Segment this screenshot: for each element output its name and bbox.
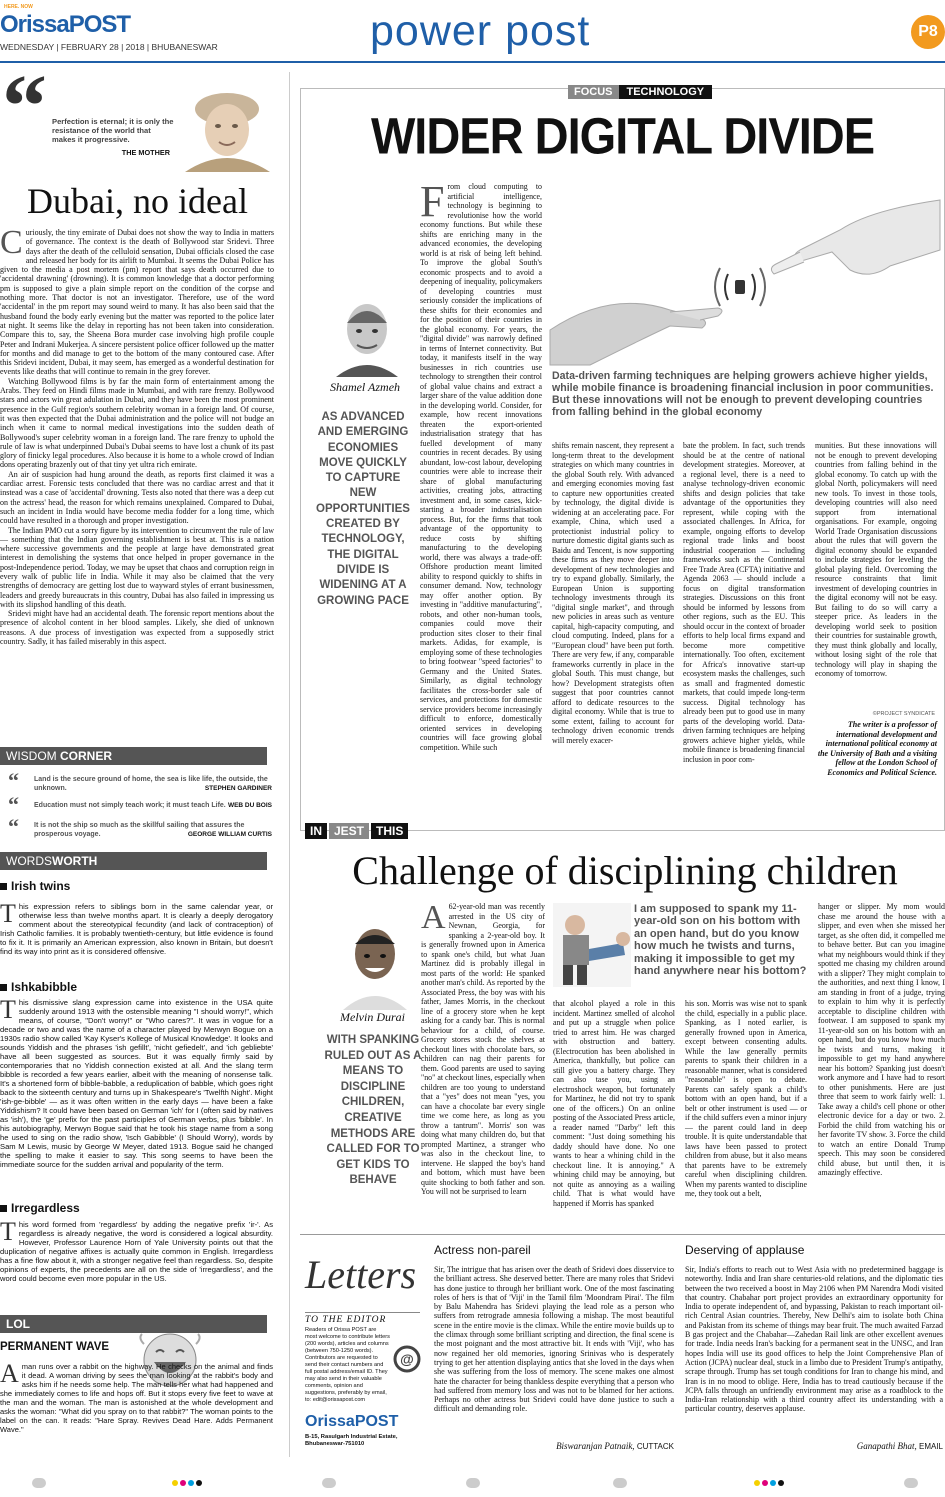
focus-author: Shamel Azmeh (329, 380, 401, 394)
masthead-logo: OrissaPOST (0, 11, 131, 38)
lol-text: A man runs over a rabbit on the highway. He checks on the animal and finds it dead. A woman driving by sees the man looking at the rabbit's body and asks him if he needs some help. The man tells her what had happened and she immediately comes to life and hops off. But it stops every five feet to wave at the man and the woman. The man is astonished at the whole development and asks the woman: "What did you spray on to that rabbit?" The woman points to the label on the can. It reads: "Hare Spray. Revives Dead Hare. Adds Permanent Wave." (0, 1359, 273, 1434)
editorial-paragraph: Watching Bollywood films is by far the main form of entertainment among the Arabs. They feed on Hindi films made in Mumbai, and with rare frenzy. Bollywood stars and actors win great adulation in Dubai, and they have been the most prominent presence in the Gulf region's southern celebrity woman in a foreign land. Of course, it was then expected that the Dubai administration and the police will not budge an inch when it came to normal medical investigations into the sudden death of Bollywood's super celebrity woman in a foreign land. The rare frenzy to uphold the rule of law is what underpinned Dubai's Dubai seems to have lost a chunk of its past glory of finicky legal procedures. Also because it is home to a whole crowd of Indian dons operating brazenly out of that tiny yet ultra rich emirate. (0, 376, 274, 470)
letters-title (305, 1250, 425, 1300)
masthead-logo-small: HERE. NOW (4, 4, 33, 10)
registration-marks (0, 1472, 945, 1497)
editorial-paragraph: uriously, the tiny emirate of Dubai does not show the way to India in matters of governance. The context is the death of Bollywood star Sridevi. Three days after the death of the celluloid sensation, Dubai officials closed the case and released her body for its airlift to Mumbai. It seems the Dubai Police has given to the media a post mortem (pm) report that says death occurred due to 'accidental drawning' (drowning). It is common knowledge that a doctor performing pm is supposed to give a plain simple report on the condition of the corpse and nothing more. That doctor is not an investigator. Therefore, use of the word 'accidental' in the pm report may sound weird to many. It has also been said that the husband found the body early evening but the matter was reported to the police later at night. It seems like the delay in reporting has not been taken into consideration. Compare this to, say, the Sheena Bora murder case involving high profile couple Peter and Indrani Mukerjea. A sincere persistent police officer followed up the matter for months and did manage to get to the bottom of the many contoured case. After this Sridevi incident, Dubai, it may seem, has emerged as a wonderful destination for events like deaths that will continue to remain in the grey forever. (0, 228, 274, 377)
square-bullet-icon (0, 1205, 7, 1212)
svg-text:@: @ (400, 1351, 414, 1367)
wisdom-author: WEB DU BOIS (227, 802, 272, 809)
jest-author-photo (335, 918, 415, 1010)
letters-subtitle: TO THE EDITOR (305, 1312, 420, 1325)
word-definition-text: his dismissive slang expression came into existence in the USA quite suddenly around 1913 with the ostensible meaning "I should worry!", which means, of course, "Don't worry!" or "Who cares?". It was in vogue for a decade or two and was the name of a character played by Merwyn Bogue on a 1930s radio show called 'Kay Kyser's Kollege of Musical Knowledge'. It looks and sounds Yiddish and the phrases 'ish gefillt', 'nicht gefiedelt', and 'ich gebliebte' have all been suggested as sources. But it was equally firmly said by contemporaries that no Yiddish connection existed at all. And the slang term bibble is recorded a few years earlier, albeit with the meaning of nonsense talk. It's a shortened form of bibble-babble, a reduplication of babble, which goes right back to the sixteenth century and turns up in Shakespeare's 'Twelfth Night'. Might 'ish-ge-bibble' — as it was often written in the early days — have been a fake Yiddishism? It could have been based on German 'ich' for I (often said by natives as 'ish'), the 'ge' prefix for the past participles of German verbs, plus 'bibble'. In his autobiography, Merwyn Bogue said that he took his stage name from a song he used to sing on the radio show, 'Isch Gabibble' (I Should Worry), words by Sam M Lewis, music by George W Meyer, dated 1913. Bogue said he changed the spelling to make it easier to say. This song seems to have been the immediate source for the sudden arrival and popularity of the term. (0, 998, 273, 1169)
focus-tag (568, 86, 712, 102)
jest-pullquote: WITH SPANKING RULED OUT AS A MEANS TO DISCIPLINE CHILDREN, CREATIVE METHODS ARE CALLED FOR TO GET KIDS TO BEHAVE (324, 1034, 422, 1187)
focus-credit: ©PROJECT SYNDICATE (872, 711, 935, 717)
focus-tag-b: TECHNOLOGY (619, 85, 713, 99)
wisdom-text: It is not the ship so much as the skillful sailing that assures the prosperous voyage. (34, 822, 245, 838)
letter-2-signature (685, 1441, 943, 1451)
letter-1-place: CUTTACK (636, 1442, 674, 1451)
words-heading-a: WORDS (6, 854, 52, 868)
editorial-paragraph: An air of suspicion had hung around the death, as reports first claimed it was a cardiac arrest. Forensic tests concluded that there was no cardiac arrest and that it instead was a case of 'accidental' drowning. Tests also noted that there was a deep cut on the actress' head, the reason for which remains unexplained. Compared to Dubai, such an incident in India would have become media fodder for a long time, which could have resulted in a thorough and proper investigation. (0, 469, 274, 526)
word-term (0, 879, 70, 893)
word-term-label: Ishkabibble (11, 980, 78, 994)
wisdom-text: Land is the secure ground of home, the sea is like life, the outside, the unknown. (34, 776, 268, 792)
word-term-label: Irish twins (11, 879, 71, 893)
jest-headline: Challenge of disciplining children (352, 848, 898, 893)
author-photo (328, 295, 406, 377)
registration-dot-icon (322, 1478, 336, 1488)
wisdom-list (0, 768, 275, 842)
top-quote-author: THE MOTHER (121, 148, 170, 157)
focus-tag-a: FOCUS (568, 85, 619, 99)
registration-dot-icon (754, 1480, 760, 1486)
focus-col-1-text: rom cloud computing to artificial intelligence, technology is beginning to revolutionise how the world economy functions. But while these shifts are enriching many in the advanced economies, the developing world is at risk of being left behind. To improve the global South's economic prospects and to avoid a deepening of inequality, policymakers of developing countries must seriously consider the implications of these shifts for their economies and for the position of their countries in the global economy. For years, the "digital divide" was narrowly defined in terms of Internet connectivity. But today, it manifests itself in the way businesses in rich countries use technology to strengthen their control of global value chains and extract a larger share of the value addition done in the developing world. Consider, for example, how recent innovations threaten the export-oriented industrialisation strategy that has fuelled development of many countries in recent decades. By using abundant, low-cost labour, developing countries were able to increase their share of global manufacturing activities, creating jobs, attracting investment and, in some cases, kick-starting a broader industrialisation process. But, for the firms that took advantage of the opportunity to reduce costs by shifting manufacturing to the developing world, there was always a trade-off: Offshore production meant limited ability to respond quickly to shifts in consumer demand. Now, technology may offer another option. By investing in "additive manufacturing", robots, and other non-human tools, companies could move their production sites closer to their final markets. Adidas, for example, is employing some of these technologies to bring footwear "speed factories" to Germany and the United States. Similarly, as digital technology facilitates the cross-border sale of services, and protections for domestic service providers become increasingly difficult to enforce, domestically oriented services in developing countries will face growing global competition. While such (420, 182, 542, 752)
focus-col-2: shifts remain nascent, they represent a long-term threat to the development strategies on which many countries in the global South rely. With advanced and emerging economies moving fast to capture new opportunities created by technology, the digital divide is widening at an accelerating pace. For example, China, which used a protectionist industrial policy to nurture domestic digital giants such as Baidu and Tencent, is now supporting these firms as they move deeper into development of new technologies and try to expand globally. Similarly, the European Union is supporting technology investments through its "digital single market", and through new policies in areas such as venture capital, high-capacity computing, and cloud computing. Indeed, plans for a "European cloud" have been put forth. There are very few, if any, comparable frameworks currently in place in the global South. This must change, but how? Development strategists often suggest that poor countries cannot afford to dedicate resources to the digital economy. While that is true to some extent, failing to account for technology driven economic trends will merely exacer- (552, 441, 674, 745)
editorial-paragraph: Sridevi might have had an accidental death. The forensic report mentions about the presence of alcohol content in her blood samples. Likely, she died of unknown reasons. A due process of investigation was expected from a supposedly strict country. Sadly, it has failed miserably in this aspect. (0, 609, 274, 647)
page-number-badge (911, 15, 945, 49)
words-heading-b: WORTH (52, 854, 98, 868)
letters-logo: OrissaPOST (305, 1413, 399, 1430)
registration-dot-icon (32, 1478, 46, 1488)
registration-dot-icon (172, 1480, 178, 1486)
registration-dot-icon (466, 1478, 480, 1488)
focus-headline: WIDER DIGITAL DIVIDE (370, 106, 875, 165)
letters-title-text: Letters (305, 1252, 417, 1297)
jest-col-4: hanger or slipper. My mom would chase me around the house with a slipper, and even when she missed her target, as she often did, it compelled me to behave better. But can you imagine what my neighbours would think if they spotted me chasing my children around with a slipper? They might complain to the authorities, and next thing I know, I am standing in front of a judge, trying to explain to him why it is perfectly acceptable to discipline children with footwear. I am supposed to spank my 11-year-old son on his bottom with an open hand, but do you know how much he twists and turns, making it impossible to get my hand anywhere near his bottom? Spanking just doesn't work anymore and I have had to resort to other punishments. Here are just three that seem to work fairly well: 1. Take away a child's cell phone or other electronic device for a day or two. 2. Forbid the child from watching his or her favorite TV show. 3. Force the child to watch an entire Donald Trump speech. This may soon be considered child abuse, but until then, it is amazingly effective. (818, 902, 945, 1177)
jest-col-3: his son. Morris was wise not to spank the child, especially in a public place. Spanking, as I noted earlier, is generally frowned upon in America, except between consenting adults. While the law generally permits parents to spank their children in a reasonable manner, what is considered "reasonable" is open to debate. Parents can safely spank a child's bottom with an open hand, but if a belt or other instrument is used — or if the child suffers even a minor injury — the parent could land in deep trouble. It is quite understandable that laws have been passed to protect children from abuse, but it also means that parents have to be extremely careful when disciplining children. When my parents wanted to discipline me, they took out a belt, (685, 999, 807, 1198)
focus-caption: Data-driven farming techniques are helping growers achieve higher yields, while mobile finance is broadening financial inclusion in poor communities. But these innovations will not be enough to prevent developing countries from falling behind in the global economy (552, 370, 934, 418)
wisdom-author: GEORGE WILLIAM CURTIS (187, 830, 272, 838)
square-bullet-icon (0, 984, 7, 991)
focus-pullquote: AS ADVANCED AND EMERGING ECONOMIES MOVE QUICKLY TO CAPTURE NEW OPPORTUNITIES CREATED BY TECHNOLOGY, THE DIGITAL DIVIDE IS WIDENING AT A GROWING PACE (316, 411, 410, 607)
word-definition: This expression refers to siblings born in the same calendar year, or otherwise less than twelve months apart. It is clearly a deeply derogatory comment about the stereotypical fecundity (and lack of contraception) of Irish Catholic families. It is probably twentieth-century, but little evidence is found to fix it. It is primarily an American expression, also known in Britain, but doesn't find its way into print as it is considered offensive. (0, 899, 273, 956)
focus-bio: The writer is a professor of international development and international political economy at the University of Bath and a visiting fellow at the London School of Economics and Political Science. (817, 720, 937, 777)
jest-col-1: A 62-year-old man was recently arrested in the US city of Newnan, Georgia, for spanking a 2-year-old boy. It is generally frowned upon in America to spank one's child, but what Juan Martinez did is probably illegal in most parts of the world: He spanked another man's child. As reported by the Associated Press, the boy was with his father, James Morris, in the checkout line of a grocery store when he kept asking for a candy bar. This is normal behaviour for a child, of course. Grocery stores stock the shelves at checkout lines with chocolate bars, so children can nag their parents for them. Good parents are used to saying "no" at checkout lines, especially when children are too young to understand that a "yes" does not mean "yes, you can have a chocolate bar every single time we come here, as long as you throw a tantrum". Morris' son was doing what many children do, but that prompted Martinez, a stranger who was also in the checkout line, to intervene. He slapped the boy's hand and bottom, which must have been quite shocking to both father and son. You will not be surprised to learn (421, 899, 545, 1196)
letter-1-title: Actress non-pareil (434, 1243, 531, 1257)
letter-1-name: Biswaranjan Patnaik, (556, 1441, 635, 1451)
wisdom-author: STEPHEN GARDINER (204, 784, 272, 792)
hands-illustration (550, 170, 940, 365)
registration-dot-icon (613, 1478, 627, 1488)
quote-mark-icon: “ (8, 768, 19, 793)
quote-mark-icon: “ (8, 814, 19, 839)
letters-info: Readers of Orissa POST are most welcome to contribute letters (200 words), articles and columns (between 750-1250 words). Contributors are requested to send their contact numbers and full postal address/email ID. They may also send in their valuable comments, opinion and suggestions, preferably by email, to: edit@orissapost.com (305, 1327, 390, 1403)
letters-rule (300, 1234, 945, 1235)
word-term (0, 980, 77, 994)
square-bullet-icon (0, 883, 7, 890)
lol-heading-label: LOL (6, 1317, 30, 1331)
wisdom-heading-a: WISDOM (6, 749, 57, 763)
quote-mark-icon: “ (2, 57, 47, 156)
registration-dot-icon (762, 1480, 768, 1486)
wisdom-heading (0, 747, 267, 765)
letter-2-place: EMAIL (918, 1442, 943, 1451)
letters-address: B-15, Rasulgarh Industrial Estate, Bhubaneswar-751010 (305, 1434, 398, 1447)
masthead-rule (0, 61, 945, 63)
section-title: power post (370, 7, 591, 55)
words-heading (0, 852, 267, 870)
lol-text-body: man runs over a rabbit on the highway. He checks on the animal and finds it dead. A woman driving by sees the man looking at the rabbit's body and asks him if he needs some help. The man tells her what had happened and she immediately comes to life and hops off. But it stops every five feet to wave at the man and the woman. The man is astonished at the whole development and asks the woman: "What did you spray on to that rabbit?" The woman points to the label on the can. It reads: "Hare Spray. Revives Dead Hare. Adds Permanent Wave." (0, 1362, 273, 1434)
jest-col-1-text: 62-year-old man was recently arrested in the US city of Newnan, Georgia, for spanking a 2-year-old boy. It is generally frowned upon in America to spank one's child, but what Juan Martinez did is probably illegal in most parts of the world: He spanked another man's child. As reported by the Associated Press, the boy was with his father, James Morris, in the checkout line of a grocery store when he kept asking for a candy bar. This is normal behaviour for a child, of course. Grocery stores stock the shelves at checkout lines with chocolate bars, so children can nag their parents for them. Good parents are used to saying "no" at checkout lines, especially when children are too young to understand that a "yes" does not mean "yes, you can have a chocolate bar every single time we come here, as long as you throw a tantrum". Morris' son was doing what many children do, but that prompted Martinez, a stranger who was also in the checkout line, to intervene. He slapped the boy's hand and bottom, which must have been quite shocking to both father and son. You will not be surprised to learn (421, 902, 545, 1196)
word-term (0, 1201, 80, 1215)
focus-col-4: munities. But these innovations will not be enough to prevent developing countries from falling behind in the global economy. To catch up with the global North, policymakers will need new tools. To invest in those tools, developing countries will also need support from international organisations. For example, ongoing World Trade Organisation discussions about the rules that will govern the digital economy should be expanded to include strategies for leveling the global playing field. Overcoming the resource constraints that limit investment of developing countries in the digital economy will not be easy. But failing to do so will carry a steeper price. As leaders in the developing world seek to position their countries for sustainable growth, they must think globally and locally, without losing sight of the role that technology will play in shaping the economy of tomorrow. (815, 441, 937, 678)
jest-tag-a: IN (305, 823, 327, 839)
focus-col-1b (420, 581, 542, 801)
top-quote-text: Perfection is eternal; it is only the resistance of the world that makes it progressive. (52, 117, 174, 144)
word-definition: This dismissive slang expression came into existence in the USA quite suddenly around 1913 with the ostensible meaning "I should worry!", which means, of course, "Don't worry!" or "Who cares?". It was in vogue for a decade or two and was the name of a character played by Merwyn Bogue on a 1930s radio show called 'Kay Kyser's Kollege of Musical Knowledge'. It looks and sounds Yiddish and the phrases 'ish gefillt', 'nicht gefiedelt', and 'ich gebliebte' have all been suggested as sources. But it was equally firmly said by contemporaries that no Yiddish connection existed at all. And the slang term bibble is recorded a few years earlier, albeit with the meaning of nonsense talk. It's a shortened form of bibble-babble, a reduplication of babble, which goes right back to the sixteenth century and turns up in Shakespeare's 'Twelfth Night'. Might 'ish-ge-bibble' — as it was often written in the early days — have been a fake Yiddishism? It could have been based on German 'ich' for I (often said by natives as 'ish'), the 'ge' prefix for the past participles of German verbs, plus 'bibble'. In his autobiography, Merwyn Bogue said that he took his stage name from a song he used to sing on the radio show, 'Isch Gabibble' (I Should Worry), words by Sam M Lewis, music by George W Meyer, dated 1913. Bogue said he changed the spelling to make it easier to say. This song seems to have been the immediate source for the sudden arrival and popularity of the term. (0, 995, 273, 1169)
masthead-dateline: WEDNESDAY | FEBRUARY 28 | 2018 | BHUBANESWAR (0, 42, 218, 52)
focus-col-1: From cloud computing to artificial intelligence, technology is beginning to revolutionise how the world economy functions. But while these shifts are enriching many in the advanced economies, the developing world is at risk of being left behind. To improve the global South's economic prospects and to avoid a deepening of inequality, policymakers of developing countries must seriously consider the implications of these shifts for their economies and for the position of their countries in the global economy. For years, the "digital divide" was narrowly defined in terms of Internet connectivity. But today, it manifests itself in the way businesses in rich countries use technology to strengthen their control of global value chains and extract a larger share of the value addition done in the developing world. Consider, for example, how recent innovations threaten the export-oriented industrialisation strategy that has fuelled development of many countries in recent decades. By using abundant, low-cost labour, developing countries were able to increase their share of global manufacturing activities, creating jobs, attracting investment and, in some cases, kick-starting a broader industrialisation process. But, for the firms that took advantage of the opportunity to reduce costs by shifting manufacturing to the developing world, there was always a trade-off: Offshore production meant limited ability to respond quickly to shifts in consumer demand. Now, technology may offer another option. By investing in "additive manufacturing", robots, and other non-human tools, companies could move their production sites closer to their final markets. Adidas, for example, is employing some of these technologies to bring footwear "speed factories" to Germany and the United States. Similarly, as digital technology facilitates the cross-border sale of services, and protections for domestic service providers become increasingly difficult to enforce, domestically oriented services in developing countries will face growing global competition. While such (420, 177, 542, 752)
focus-col-3: bate the problem. In fact, such trends should be at the centre of national development strategies. Moreover, at a regional level, there is a need to analyse technology-driven economic shifts and design policies that take advantage of the opportunities they represent, while coping with the associated challenges. In Africa, for example, ongoing efforts to develop regional trade links and boost industrial cooperation — including frameworks such as the Continental Free Trade Area (CFTA) initiative and Agenda 2063 — should include a focus on digital transformation strategies. Discussions on this front should be informed by lessons from other regions, such as the EU. This should occur in the context of broader efforts to help local firms expand and become more competitive internationally. Too often, excitement for Africa's innovative start-up ecosystem masks the challenges, such as small and fragmented domestic markets, that could impede long-term success. Digital technology has already been put to good use in many parts of the developing world. Data-driven farming techniques are helping growers achieve higher yields, while mobile finance is broadening financial inclusion in poor com- (683, 441, 805, 764)
editorial-title: Dubai, no ideal (27, 181, 248, 221)
letter-2-title: Deserving of applause (685, 1243, 805, 1257)
letter-2-body: Sir, India's efforts to reach out to West Asia with no predetermined baggage is noteworthy. India and Iran share centuries-old relations, and the diplomatic ties between the two received a boost in May 2106 when PM Narendra Modi visited that country. Chabahar port project provides an extraordinary opportunity for India to operate independent of, and bypassing, Pakistan to reach important oil-rich Central Asian countries. Thereby, New Delhi's aim to isolate both China and Pakistan from its scheme of things may bear fruit. The much awaited Farzad B gas project and the Chabahar—Zahedan Rail link are other excellent avenues for trade. India needs Iran's backing for a permanent seat in the UNSC, and Iran hopes India will use its good offices to help the Joint Comprehensive Plan of Action (JCPA) nuclear deal, stuck in a limbo due to President Trump's antipathy, scrape through. Trump has set tough conditions for Iran to change his mind, and Iran is in no mood to oblige. Here, India has to tread cautiously because if the JCPA falls through an unfriendly environment may arise as a roadblock to the India-Iran relationship with a third country affect its understanding with a particular country, deserves applause. (685, 1265, 943, 1414)
quote-mark-icon: “ (8, 792, 19, 817)
jest-tag (305, 824, 408, 840)
list-item (0, 814, 275, 838)
word-definition-text: his word formed from 'regardless' by adding the negative prefix 'ir-'. As regardless is already negative, the word is considered a logical absurdity. However, Professor Laurence Horn of Yale University points out that the duplication of negative affixes is actually quite common in English. Irregardless has a fine flow about it, with a stronger negative feel than regardless. So, despite opinions of experts, the precedents are all on the side of 'irregardless', and the word could become even more popular in the US. (0, 1220, 273, 1283)
word-definition-text: his expression refers to siblings born in the same calendar year, or otherwise less than twelve months apart. It is clearly a deeply derogatory comment about the stereotypical fecundity (and lack of contraception) of Irish Catholic families. It is probably twentieth-century, but little evidence is found to fix it. It is primarily an American expression, also known in Britain, but doesn't find its way into print as it is considered offensive. (0, 902, 273, 956)
list-item (0, 768, 275, 794)
word-definition: This word formed from 'regardless' by adding the negative prefix 'ir-'. As regardless is already negative, the word is considered a logical absurdity. However, Professor Laurence Horn of Yale University points out that the duplication of negative affixes is actually quite common in English. Irregardless has a fine flow about it, with a stronger negative feel than regardless. So, despite opinions of experts, the precedents are all on the side of 'irregardless', and the word could become even more popular in the US. (0, 1217, 273, 1283)
registration-dot-icon (188, 1480, 194, 1486)
letter-2-name: Ganapathi Bhat, (856, 1441, 917, 1451)
jest-author: Melvin Durai (340, 1010, 405, 1024)
wisdom-text: Education must not simply teach work; it must teach Life. (34, 802, 226, 809)
editorial-body: Curiously, the tiny emirate of Dubai does not show the way to India in matters of governance. The context is the death of Bollywood star Sridevi. Three days after the death of the celluloid sensation, Dubai officials closed the case and released her body for its airlift to Mumbai. It seems the Dubai Police has given to the media a post mortem (pm) report that says death occurred due to 'accidental drawning' (drowning). It is common knowledge that a doctor performing pm is supposed to give a plain simple report on the condition of the corpse and nothing more. That doctor is not an investigator. Therefore, use of the word 'accidental' in the pm report may sound weird to many. It has also been said that the husband found the body early evening but the matter was reported to the police later at night. It seems like the delay in reporting has not been taken into consideration. Compare this to, say, the Sheena Bora murder case involving high profile couple Peter and Indrani Mukerjea. A sincere persistent police officer followed up the matter for months and did manage to get to the bottom of the many contoured case. After this Sridevi incident, Dubai, it may seem, has emerged as a wonderful destination for events like deaths that will continue to remain in the grey forever. Watching Bollywood films is by far the main form of entertainment among the Arabs. They feed on Hindi films made in Mumbai, and with rare frenzy. Bollywood stars and actors win great adulation in Dubai, and they have been the most prominent presence in the Gulf region's southern celebrity woman in a foreign land. Of course, it was then expected that the Dubai administration and the police will not budge an inch when it came to normal medical investigations into the sudden death of Bollywood's super celebrity woman in a foreign land. The rare frenzy to uphold the rule of law is what underpinned Dubai's Dubai seems to have lost a chunk of its past glory of finicky legal procedures. Also because it is home to a whole crowd of Indian dons operating brazenly out of that tiny yet ultra rich emirate. An air of suspicion had hung around the death, as reports first claimed it was a cardiac arrest. Forensic tests concluded that there was no cardiac arrest and that it instead was a case of 'accidental' drowning. Tests also noted that there was a deep cut on the actress' head, the reason for which remains unexplained. Compared to Dubai, such an incident in India would have become media fodder for a long time, which could have resulted in a thorough and proper investigation. The Indian PMO cut a sorry figure by its intervention to circumvent the rule of law — something that the Indian governing establishment is best at. This is a nation where successive governments and the people at large have demonstrated great interest in demolishing the systems that once helped in proper governance in the post-Independence period. Today, we may be upset that chaos and corruption reign in every walk of public life in India. While it may also be claimed that the very strengths of democracy are getting lost due to wayward styles of errant businessmen, leaders and greedy bureaucrats in this country, Dubai has also failed in impressing us with its slipshod handling of this death. Sridevi might have had an accidental death. The forensic report mentions about the presence of alcohol content in her blood samples. Likely, she died of unknown reasons. A due process of investigation was expected from a supposedly strict country. Sadly, it has failed miserably in this aspect. (0, 224, 274, 647)
registration-dot-icon (904, 1478, 918, 1488)
jest-tag-b: JEST (329, 823, 369, 839)
column-divider (289, 72, 290, 1457)
spanking-illustration (553, 903, 631, 987)
page-number: P8 (918, 23, 938, 40)
registration-dot-icon (778, 1480, 784, 1486)
editorial-paragraph: The Indian PMO cut a sorry figure by its intervention to circumvent the rule of law — something that the Indian governing establishment is best at. This is a nation where successive governments and the people at large have demonstrated great interest in demolishing the systems that once helped in proper governance in the post-Independence period. Today, we may be upset that chaos and corruption reign in every walk of public life in India. While it may also be claimed that the very strengths of democracy are getting lost due to wayward styles of errant businessmen, leaders and greedy bureaucrats in this country, Dubai has also failed in impressing us with its slipshod handling of this death. (0, 525, 274, 609)
jest-callout: I am supposed to spank my 11-year-old son on his bottom with an open hand, but do you know how much he twists and turns, making it impossible to get my hand anywhere near his bottom? (634, 903, 807, 978)
wisdom-heading-b: CORNER (60, 749, 113, 763)
registration-dot-icon (770, 1480, 776, 1486)
letter-1-body: Sir, The intrigue that has arisen over the death of Sridevi does disservice to the brilliant actress. She deserved better. There are many roles that Sridevi has done justice to through her brilliant work. One of the most fascinating roles of hers is that of 'Viji' in the Tamil film 'Moondram Pirai'. The film by Balu Mahendra has Sridevi playing the lead role as a person who suffers from retrograde amnesia following a mishap. The most beautiful scene in the entire movie is the climax. While the entire movie builds up to the climax through some brilliant scripting and direction, the final scene is the most poignant and the most attractive bit. It ends with 'Viji', who has now regained her old memories, ignoring Srinivas who is desperately trying to get her attention displaying antics that she loved in the days when she was suffering from the loss of memory. The scene makes one almost hate the character for being thankless despite everything that a person who had suffered from memory loss and was not to be blamed for her actions. Perhaps no other actress but Sridevi could have done justice to such a difficult and demanding role. (434, 1265, 675, 1414)
registration-dot-icon (196, 1480, 202, 1486)
jest-col-2: that alcohol played a role in this incident. Martinez smelled of alcohol and put up a struggle when police tried to arrest him. He was charged with obstruction and battery. (Electrocution has been abolished in America, thankfully, but police can still give you a battery charge. They can also tase you, using an electroshock weapon, but fortunately for Martinez, he did not try to spank one of the officers.) On an online posting of the Associated Press article, a reader named "Darby" left this comment: "Just doing something his daddy should have done. No one wants to hear a whining child in the checkout line. It is annoying." A whining child may be annoying, but not quite as annoying as a wailing child. That is what would have happened if Morris has spanked (553, 999, 675, 1208)
registration-dot-icon (180, 1480, 186, 1486)
mother-portrait (175, 84, 275, 172)
letter-1-signature (434, 1441, 674, 1451)
email-icon (393, 1345, 421, 1373)
list-item (0, 792, 275, 817)
word-term-label: Irregardless (11, 1201, 80, 1215)
lol-title: PERMANENT WAVE (0, 1341, 110, 1353)
jest-tag-c: THIS (371, 823, 408, 839)
